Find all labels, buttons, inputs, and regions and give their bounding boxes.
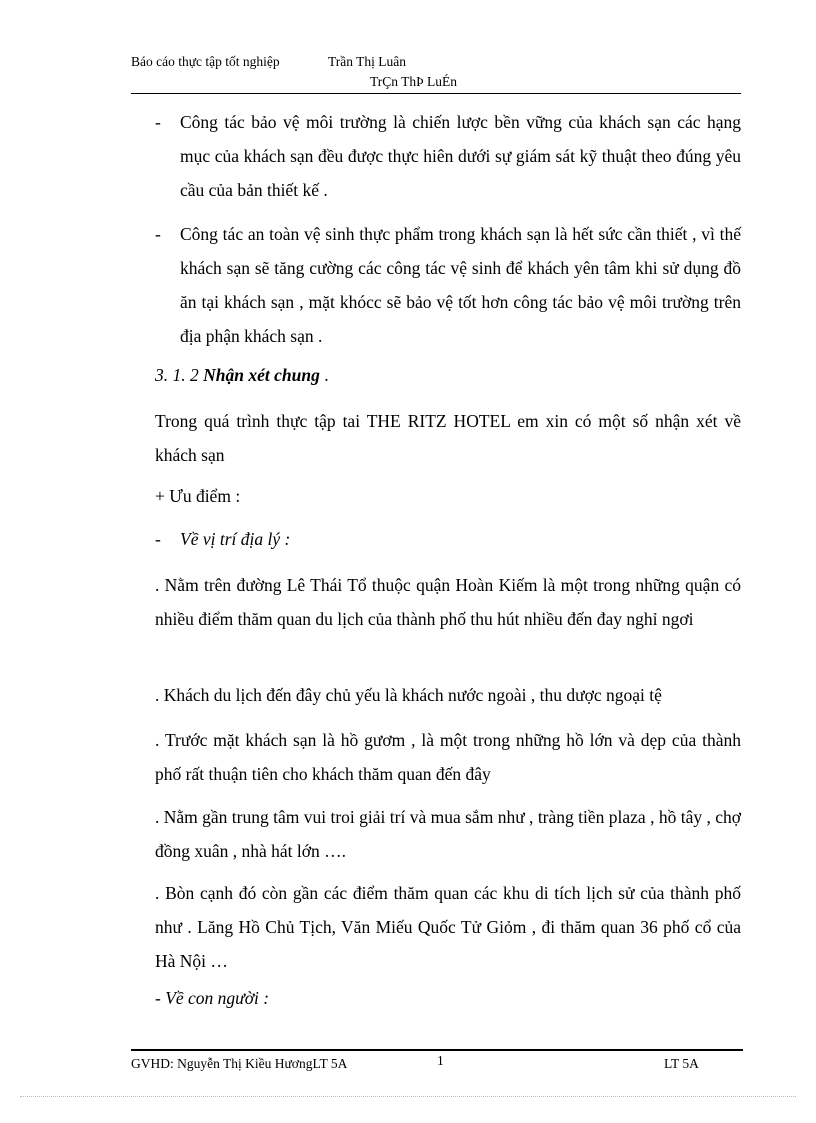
header-rule xyxy=(131,93,741,94)
header-report-title: Báo cáo thực tập tốt nghiệp xyxy=(131,54,280,69)
footer-class: LT 5A xyxy=(664,1056,699,1071)
point-paragraph: . Khách du lịch đến đây chủ yếu là khách nước ngoài , thu dược ngoại tệ xyxy=(155,685,662,705)
header-author: Trần Thị Luân xyxy=(328,54,407,69)
location-marker: - xyxy=(155,529,161,549)
advantages-label: + Ưu điểm : xyxy=(155,486,241,506)
point-paragraph: . Trước mặt khách sạn là hồ gươm , là một trong những hồ lớn và dẹp của thành phố rất thuận tiên cho khách thăm quan đến đây xyxy=(155,730,741,784)
bullet-paragraph-environment: Công tác bảo vệ môi trường là chiến lược bền vững của khách sạn các hạng mục của khách sạn đều được thực hiên dưới sự giám sát kỹ thuật theo đúng yêu cầu của bản thiết kế . xyxy=(180,112,741,200)
footer-supervisor: GVHD: Nguyễn Thị Kiều HươngLT 5A xyxy=(131,1056,348,1071)
point-paragraph: . Bòn cạnh đó còn gần các điểm thăm quan các khu di tích lịch sử của thành phố như . Lăng Hồ Chủ Tịch, Văn Miếu Quốc Tử Giỏm , đi thăm quan 36 phố cổ của Hà Nội … xyxy=(155,883,741,971)
location-heading: Về vị trí địa lý : xyxy=(180,529,291,549)
people-heading: - Về con người : xyxy=(155,988,270,1008)
section-heading xyxy=(155,365,329,386)
point-paragraph: . Nằm trên đường Lê Thái Tổ thuộc quận Hoàn Kiếm là một trong những quận có nhiều điểm thăm quan du lịch của thành phố thu hút nhiều đến đay nghỉ ngơi xyxy=(155,575,741,629)
bullet-marker: - xyxy=(155,224,161,244)
bullet-marker: - xyxy=(155,112,161,132)
section-suffix: . xyxy=(319,365,329,385)
point-paragraph: . Nằm gần trung tâm vui troi giải trí và mua sắm như , tràng tiền plaza , hồ tây , chợ đồng xuân , nhà hát lớn …. xyxy=(155,807,741,861)
section-number: 3. 1. 2 xyxy=(155,365,199,385)
intro-paragraph: Trong quá trình thực tập tai THE RITZ HOTEL em xin có một số nhận xét về khách sạn xyxy=(155,411,741,465)
footer-rule xyxy=(131,1049,743,1051)
section-title: Nhận xét chung xyxy=(203,365,320,385)
footer-page-number: 1 xyxy=(437,1053,444,1068)
page-bottom-dotted-border xyxy=(20,1096,796,1097)
header-author-garbled: TrÇn ThÞ LuÉn xyxy=(370,74,458,89)
bullet-paragraph-food-safety: Công tác an toàn vệ sinh thực phẩm trong khách sạn là hết sức cần thiết , vì thế khách sạn sẽ tăng cường các công tác vệ sinh để khách yên tâm khi sử dụng đồ ăn tại khách sạn , mặt khócc sẽ bảo vệ tốt hơn công tác bảo vệ môi trường trên địa phận khách sạn . xyxy=(180,224,741,346)
